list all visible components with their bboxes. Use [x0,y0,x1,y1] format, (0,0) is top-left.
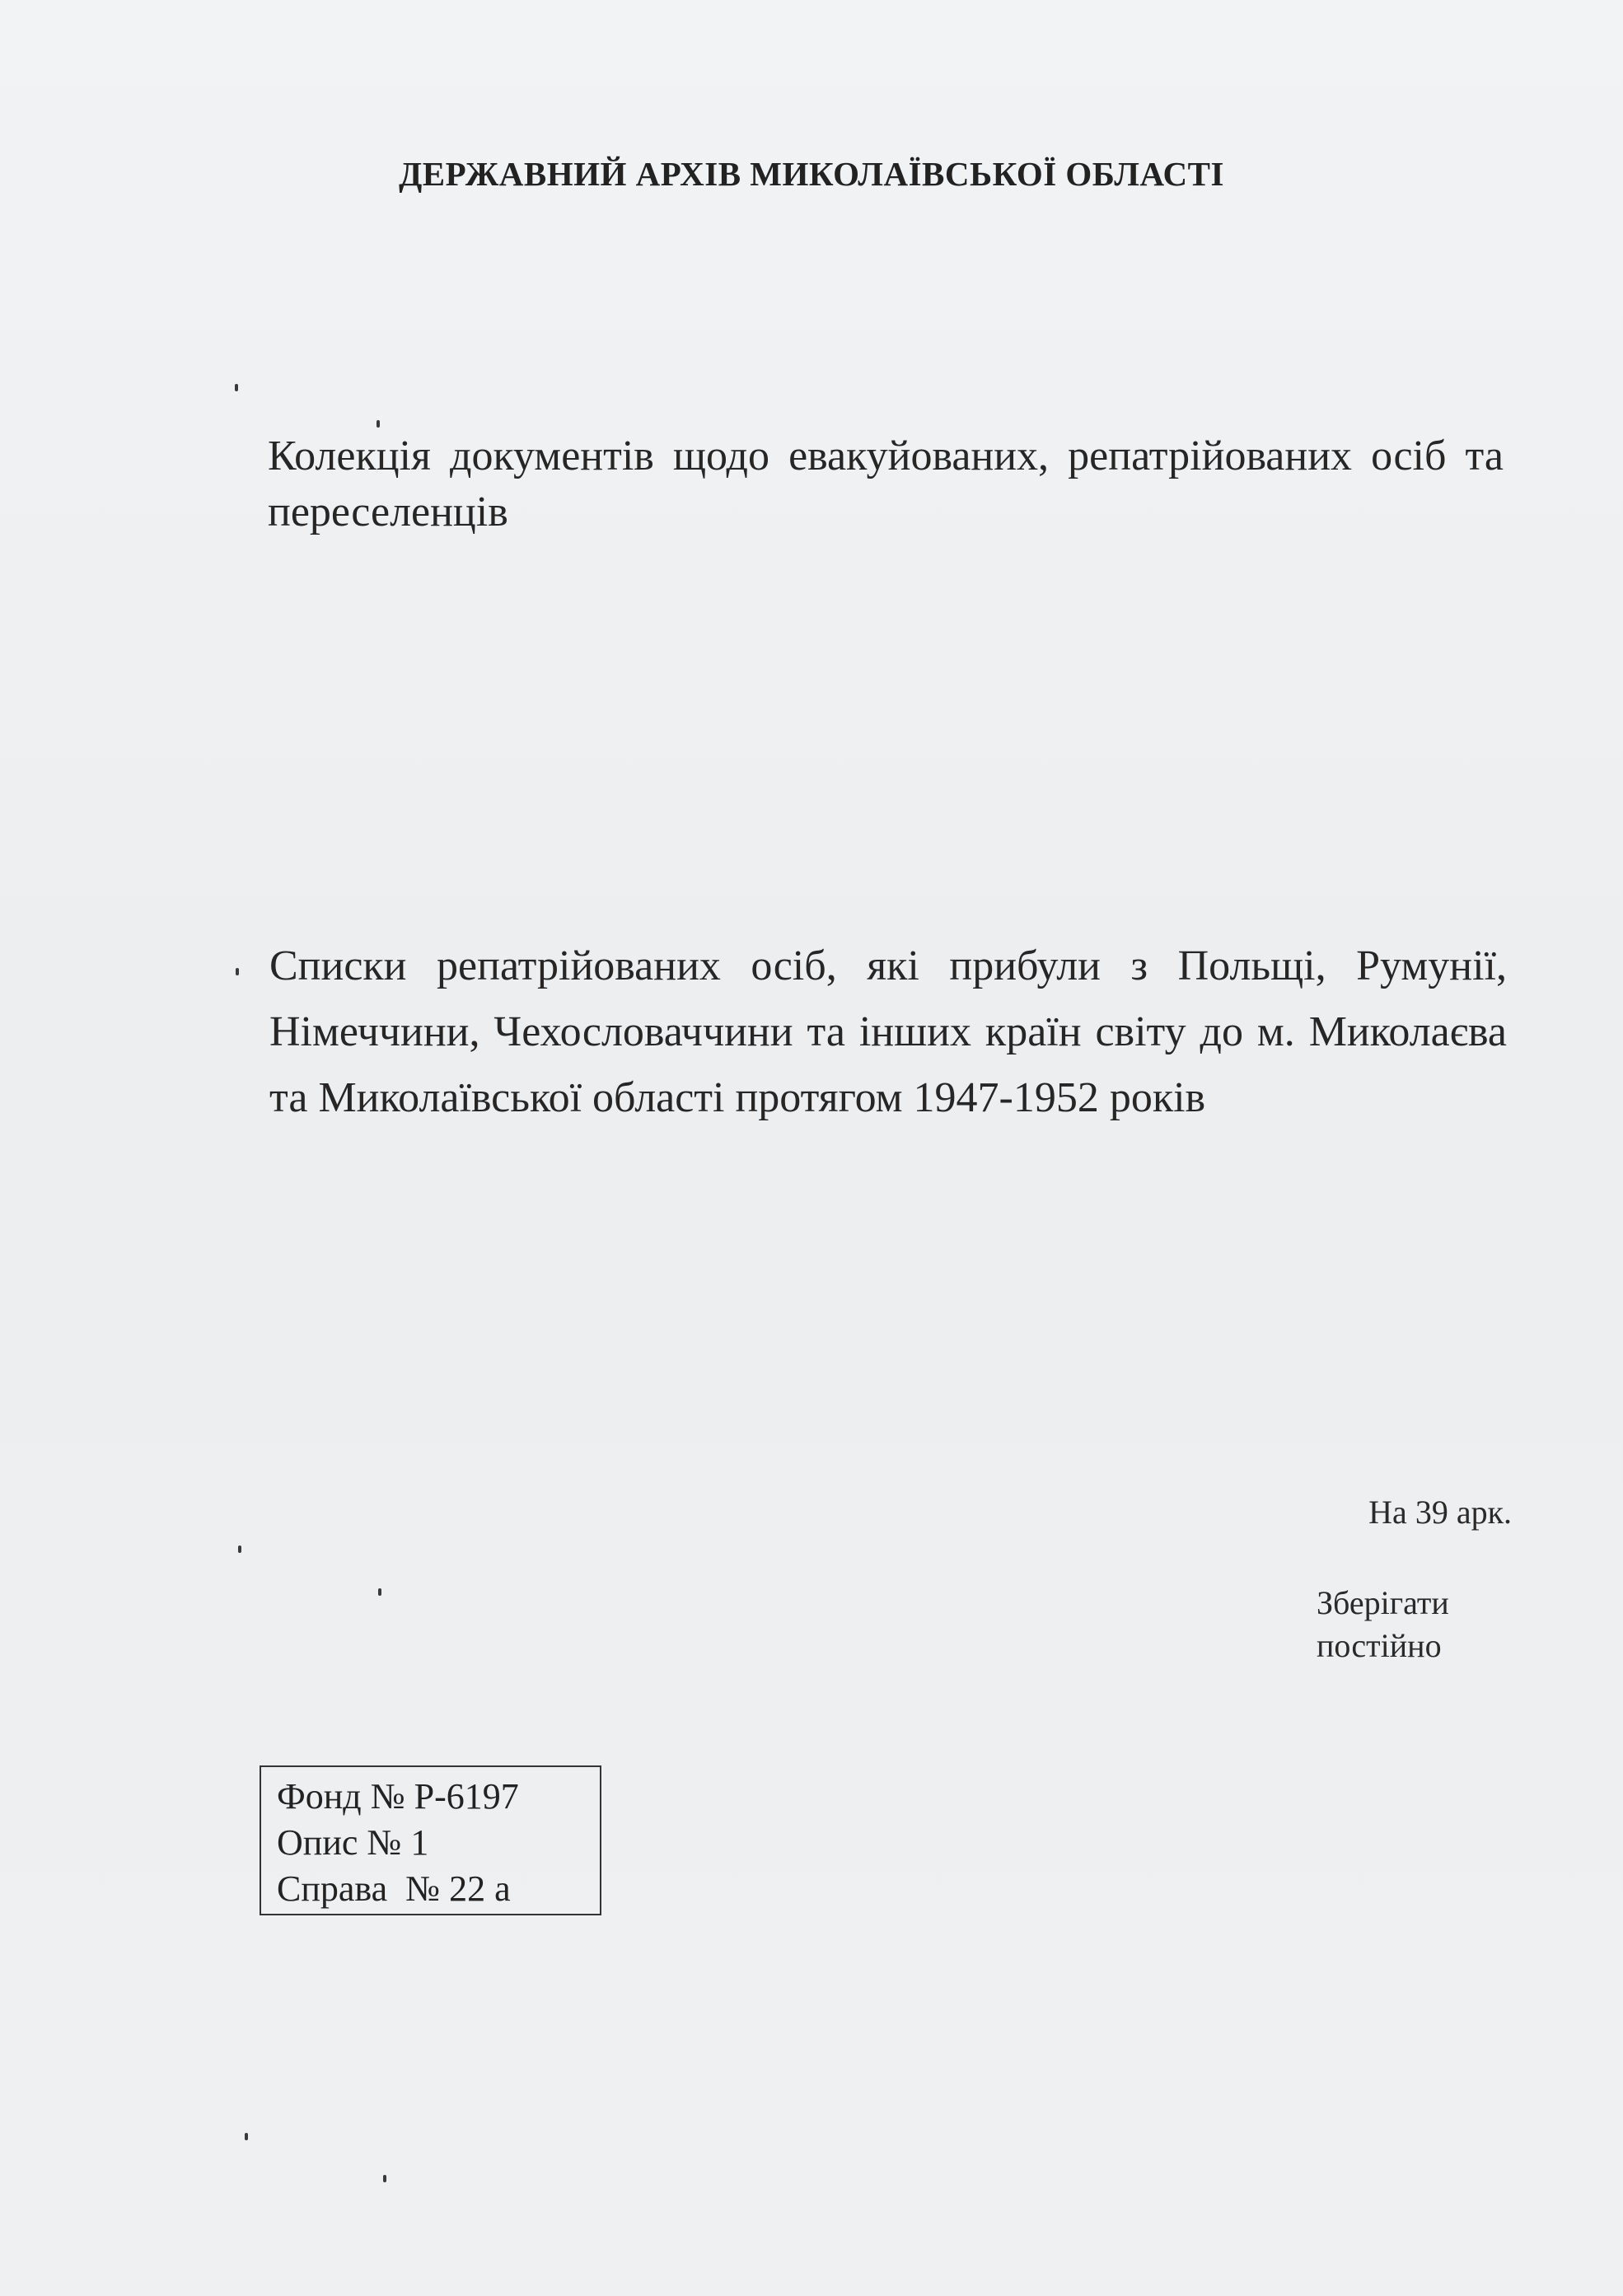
file-description: Списки репатрійованих осіб, які прибули з Польщі, Румунії, Німеччини, Чехословаччини та інших країн світу до м. Миколаєва та Миколаївської області протягом 1947-1952 років [269,942,1507,1121]
collection-title: Колекція документів щодо евакуйованих, репатрійованих осіб та переселенців [268,433,1504,535]
scan-speck [235,384,238,391]
scan-speck [238,1545,241,1553]
opys-number: Опис № 1 [277,1822,429,1863]
scan-speck [378,1588,381,1596]
scan-speck [383,2175,386,2182]
retention-line-2: постійно [1317,1627,1442,1664]
retention-note [1317,1582,1449,1667]
scan-speck [236,968,239,975]
retention-line-1: Зберігати [1317,1584,1449,1621]
archive-reference-box [260,1765,601,1915]
sprava-number: Справа № 22 а [277,1868,511,1909]
scan-speck [377,420,380,428]
archive-title: ДЕРЖАВНИЙ АРХІВ МИКОЛАЇВСЬКОЇ ОБЛАСТІ [399,155,1224,193]
scan-speck [245,2133,248,2140]
fond-number: Фонд № Р-6197 [277,1776,519,1817]
sheet-count: На 39 арк. [1368,1494,1512,1531]
